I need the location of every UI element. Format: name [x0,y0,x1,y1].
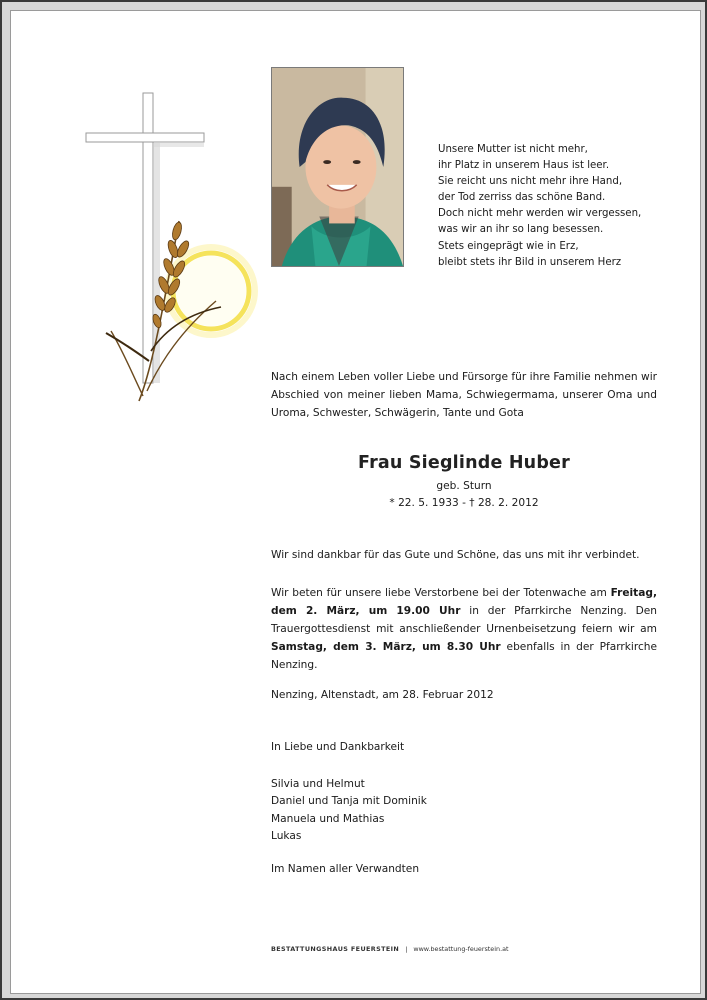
mourner-entry: Manuela und Mathias [271,812,385,825]
mourners-list [271,776,427,845]
poem-line: Stets eingeprägt wie in Erz, [438,240,579,252]
relatives-line: Im Namen aller Verwandten [271,863,420,875]
intro-paragraph: Nach einem Leben voller Liebe und Fürsorge für ihre Familie nehmen wir Abschied von meiner lieben Mama, Schwiegermama, unserer Oma und Uroma, Schwester, Schwägerin, Tante und Gota [271,371,657,419]
ceremony-text: in der Pfarrkirche Nenzing. Den Trauergottesdienst mit anschließender Urnenbeisetzung feiern wir am [271,605,657,635]
obituary-page [10,10,701,994]
portrait-photo [271,67,404,267]
mourner-entry: Lukas [271,829,302,842]
poem-line: der Tod zerriss das schöne Band. [438,192,606,204]
footer-separator: | [405,945,408,953]
poem-line: Sie reicht uns nicht mehr ihre Hand, [438,176,623,188]
memorial-symbol [51,71,271,411]
maiden-name: geb. Sturn [436,480,492,492]
ceremony-paragraph [271,584,657,674]
memorial-poem [438,142,641,271]
poem-line: bleibt stets ihr Bild in unserem Herz [438,256,622,268]
funeral-home-name: BESTATTUNGSHAUS FEUERSTEIN [271,945,400,953]
footer-url: www.bestattung-feuerstein.at [413,945,509,953]
footer [271,945,509,953]
poem-line: Unsere Mutter ist nicht mehr, [438,144,588,155]
life-dates: * 22. 5. 1933 - † 28. 2. 2012 [389,497,539,509]
ceremony-text: ebenfalls in der Pfarrkirche Nenzing. [271,641,657,671]
ceremony-text: Wir beten für unsere liebe Verstorbene bei der Totenwache am [271,587,611,599]
closing-line: In Liebe und Dankbarkeit [271,741,405,753]
funeral-date: Samstag, dem 3. März, um 8.30 Uhr [271,641,501,653]
thanks-line: Wir sind dankbar für das Gute und Schöne, das uns mit ihr verbindet. [271,549,640,561]
poem-line: Doch nicht mehr werden wir vergessen, [438,208,642,220]
mourner-entry: Silvia und Helmut [271,778,365,790]
place-and-date: Nenzing, Altenstadt, am 28. Februar 2012 [271,689,494,701]
poem-line: was wir an ihr so lang besessen. [438,224,604,236]
deceased-name: Frau Sieglinde Huber [358,453,570,473]
poem-line: ihr Platz in unserem Haus ist leer. [438,160,610,172]
cross-icon [86,93,204,383]
wake-date: Freitag, dem 2. März, um 19.00 Uhr [271,587,657,617]
mourner-entry: Daniel und Tanja mit Dominik [271,795,427,808]
